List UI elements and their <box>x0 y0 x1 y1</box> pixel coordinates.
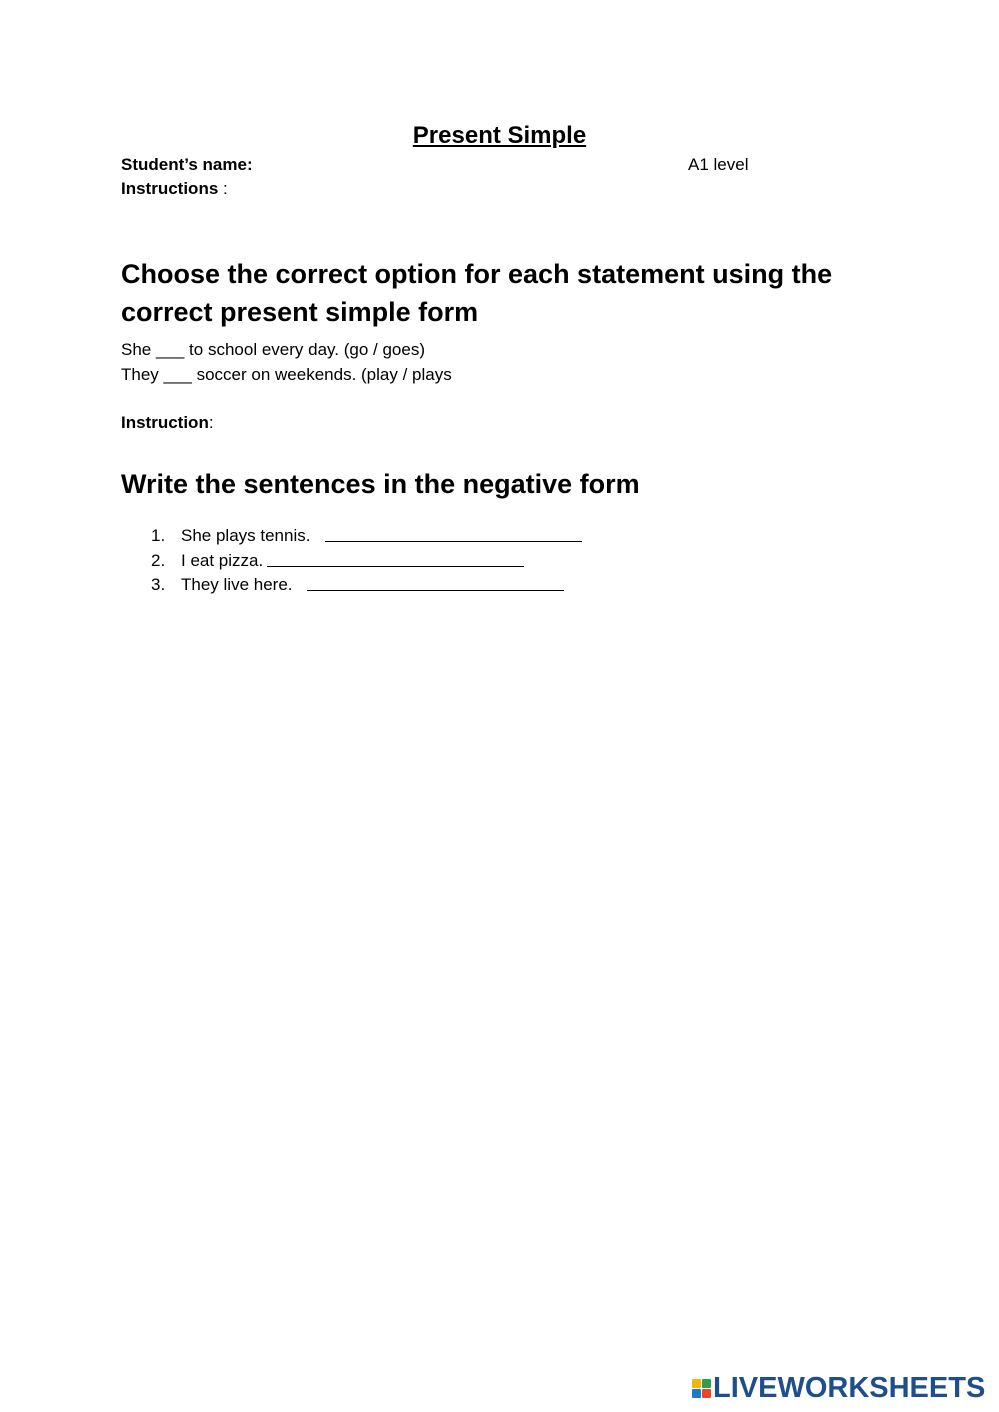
instructions-suffix: : <box>218 179 228 198</box>
list-item-text: I eat pizza. <box>181 550 264 570</box>
logo-square <box>692 1379 701 1388</box>
sentence-2: They ___ soccer on weekends. (play / plays <box>121 365 452 384</box>
answer-blank[interactable] <box>267 549 524 567</box>
list-item <box>121 524 582 549</box>
sentence-1: She ___ to school every day. (go / goes) <box>121 340 425 359</box>
instructions-line <box>121 177 228 201</box>
list-item-text: They live here. <box>181 575 298 594</box>
logo-square <box>702 1379 711 1388</box>
instruction-suffix: : <box>208 413 214 432</box>
student-name-label: Student’s name: <box>121 155 253 174</box>
list-item <box>121 549 582 574</box>
list-number: 2. <box>151 550 166 570</box>
instruction-label: Instruction <box>121 413 209 432</box>
logo-square <box>692 1389 701 1398</box>
list-number: 1. <box>151 526 166 545</box>
section1-heading: Choose the correct option for each statement using the correct present simple form <box>121 259 833 327</box>
list-item <box>121 573 582 598</box>
instruction-line <box>121 411 214 435</box>
logo-square <box>702 1389 711 1398</box>
level-label: A1 level <box>688 155 749 174</box>
logo-text: LIVEWORKSHEETS <box>713 1371 986 1404</box>
instructions-label: Instructions <box>121 179 219 198</box>
liveworksheets-logo <box>692 1370 985 1406</box>
answer-blank[interactable] <box>325 524 582 542</box>
negative-sentences-list <box>121 524 582 598</box>
logo-icon <box>692 1379 711 1398</box>
list-number: 3. <box>151 575 166 594</box>
section2-heading: Write the sentences in the negative form <box>121 469 640 499</box>
page-title: Present Simple <box>412 122 587 149</box>
list-item-text: She plays tennis. <box>181 526 316 545</box>
answer-blank[interactable] <box>307 573 564 591</box>
